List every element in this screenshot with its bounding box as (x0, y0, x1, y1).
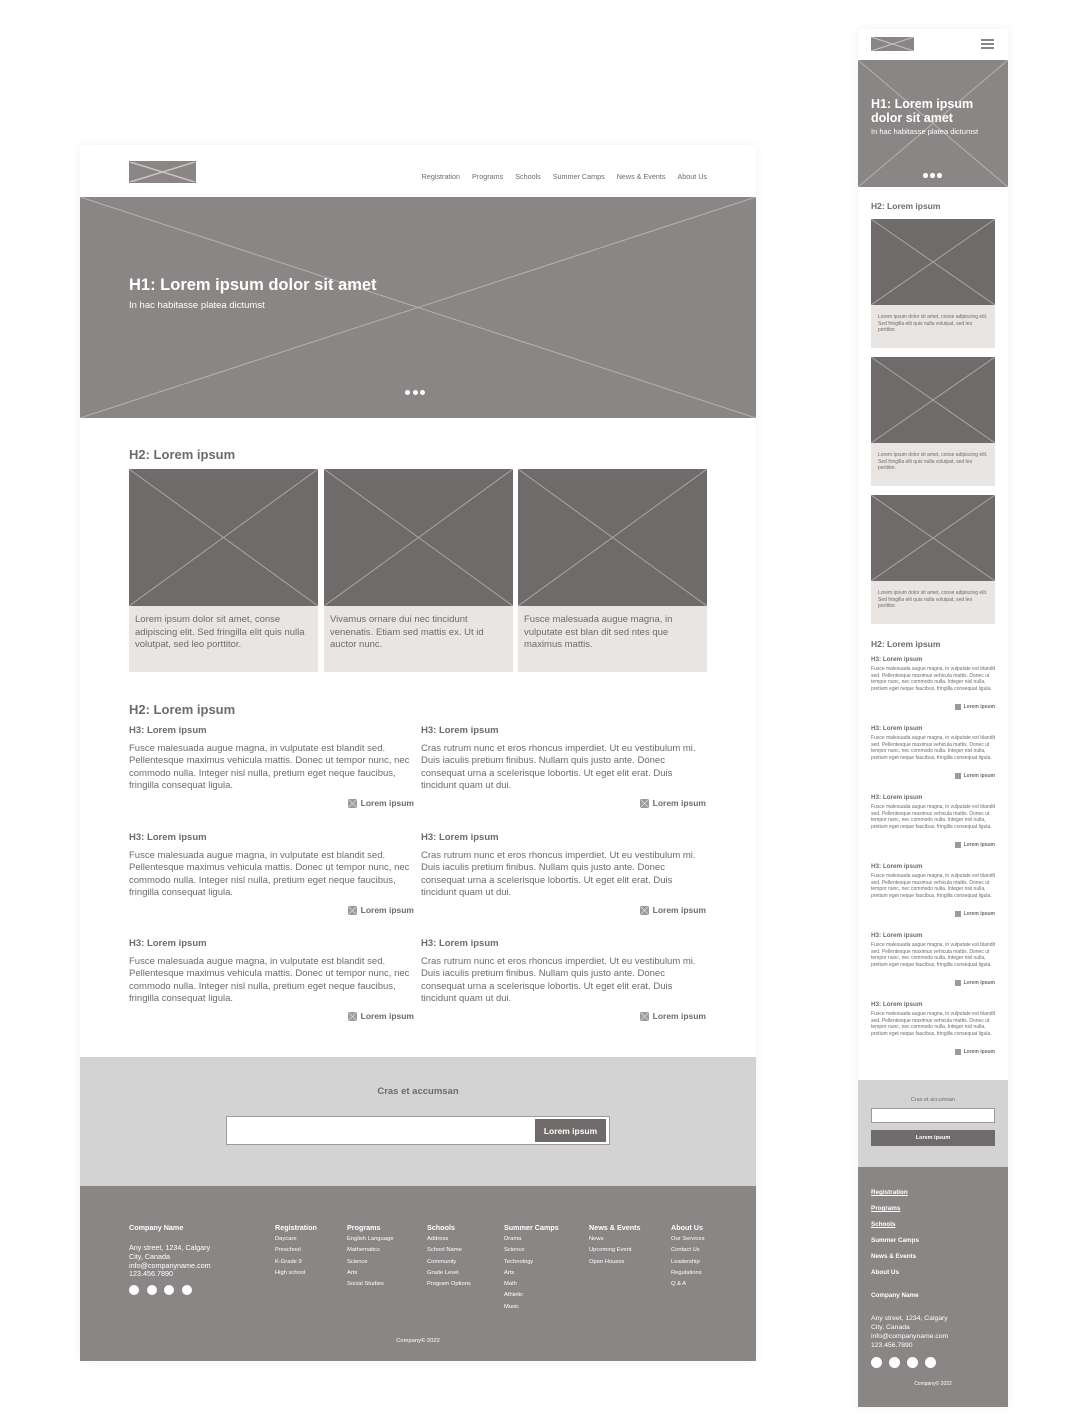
logo-placeholder-icon[interactable] (871, 37, 914, 51)
article-link-label: Lorem ipsum (360, 1011, 414, 1021)
article-text: Cras rutrum nunc et eros rhoncus imperdiet. Ut eu vestibulum mi. Duis iaculis pretium finibus. Nullam quis justo ante. Donec consequat urna a scelerisque lobortis. Ut eget elit erat. Duis tincidunt quam ut dui. (421, 743, 696, 792)
nav-item-schools[interactable]: Schools (515, 172, 541, 181)
feature-card[interactable] (871, 219, 995, 348)
article-link-label: Lorem ipsum (963, 1049, 995, 1055)
article-link[interactable] (955, 980, 995, 986)
address-line: Any street, 1234, Calgary (871, 1315, 948, 1322)
nav-item-summer-camps[interactable]: Summer Camps (552, 172, 605, 181)
article-link-label: Lorem ipsum (963, 704, 995, 710)
card-text: Fusce malesuada augue magna, in vulputate est blan dit sed ntes que maximus mattis. (524, 614, 673, 650)
address-email[interactable]: info@companyname.com (129, 1260, 211, 1270)
footer-link[interactable]: Preschool (275, 1247, 301, 1254)
section-title: H2: Lorem ipsum (129, 447, 236, 462)
footer-link[interactable]: Leadership (671, 1258, 700, 1265)
article (871, 1001, 995, 1061)
address-line: City, Canada (871, 1324, 910, 1331)
card-image-placeholder-icon (129, 469, 318, 606)
social-circle-icon[interactable] (164, 1285, 174, 1295)
article-link[interactable] (955, 1049, 995, 1055)
article-text: Fusce malesuada augue magna, in vulputate est blandit sed. Pellentesque maximus vehicula mattis. Donec ut tempor nunc, nec commodo nulla. Integer nisl nulla, pretium eget neque faucibus, fringilla consequat ligula. (871, 804, 995, 830)
article-title: H3: Lorem ipsum (871, 863, 923, 870)
social-circle-icon[interactable] (182, 1285, 192, 1295)
article-link[interactable] (955, 704, 995, 710)
article-link[interactable] (348, 798, 414, 808)
nav-item-programs[interactable]: Programs (472, 172, 504, 181)
article-link[interactable] (348, 905, 414, 915)
footer-column-title[interactable]: Registration (275, 1223, 317, 1232)
social-circle-icon[interactable] (129, 1285, 139, 1295)
article (129, 832, 414, 915)
footer-link[interactable]: Drama (504, 1236, 522, 1242)
feature-card[interactable] (324, 469, 513, 672)
footer-link[interactable]: English Language (347, 1236, 394, 1242)
article-text: Fusce malesuada augue magna, in vulputate est blandit sed. Pellentesque maximus vehicula mattis. Donec ut tempor nunc, nec commodo nulla. Integer nisl nulla, pretium eget neque faucibus, fringilla consequat ligula. (129, 850, 410, 899)
card-text: Vivamus ornare dui nec tincidunt venenatis. Etiam sed mattis ex. Ut id auctor nunc. (330, 614, 484, 650)
hero-subtitle: In hac habitasse platea dictumst (871, 127, 979, 136)
mobile-wireframe (858, 29, 1008, 1407)
footer-nav-schools[interactable]: Schools (871, 1221, 896, 1228)
social-circle-icon[interactable] (925, 1357, 936, 1368)
footer-column-programs (347, 1223, 393, 1290)
image-placeholder-icon (955, 980, 961, 986)
carousel-dot[interactable] (420, 390, 425, 395)
article-title: H3: Lorem ipsum (421, 938, 499, 949)
social-links (129, 1285, 192, 1295)
hamburger-menu-icon[interactable] (981, 39, 994, 49)
card-image-placeholder-icon (871, 357, 995, 443)
footer-link[interactable]: Technology (504, 1258, 534, 1265)
carousel-dot[interactable] (923, 173, 928, 178)
newsletter-section (858, 1080, 1008, 1167)
footer-company-name: Company Name (871, 1292, 919, 1299)
footer-link[interactable]: Program Options (427, 1281, 471, 1288)
footer-link[interactable]: Address (427, 1236, 449, 1242)
section-title: H2: Lorem ipsum (871, 639, 941, 649)
article-title: H3: Lorem ipsum (129, 832, 207, 843)
footer-link[interactable]: School Name (427, 1247, 462, 1254)
hero-banner (80, 197, 756, 418)
address-line: City, Canada (129, 1251, 171, 1261)
social-circle-icon[interactable] (147, 1285, 157, 1295)
article-text: Cras rutrum nunc et eros rhoncus imperdiet. Ut eu vestibulum mi. Duis iaculis pretium finibus. Nullam quis justo ante. Donec consequat urna a scelerisque lobortis. Ut eget elit erat. Duis tincidunt quam ut dui. (421, 850, 696, 899)
article-link[interactable] (640, 905, 706, 915)
article-title: H3: Lorem ipsum (129, 938, 207, 949)
newsletter-submit-button[interactable]: Lorem ipsum (871, 1130, 995, 1146)
hero-title: H1: Lorem ipsum dolor sit amet (129, 276, 377, 294)
article-title: H3: Lorem ipsum (871, 932, 923, 939)
article-link[interactable] (955, 773, 995, 779)
footer-column-news-events (589, 1223, 641, 1268)
article-text: Fusce malesuada augue magna, in vulputate est blandit sed. Pellentesque maximus vehicula mattis. Donec ut tempor nunc, nec commodo nulla. Integer nisl nulla, pretium eget neque faucibus, fringilla consequat ligula. (871, 666, 995, 692)
footer-link[interactable]: Contact Us (671, 1247, 700, 1254)
social-circle-icon[interactable] (889, 1357, 900, 1368)
article-link-label: Lorem ipsum (652, 798, 706, 808)
article-link-label: Lorem ipsum (963, 842, 995, 848)
image-placeholder-icon (640, 1012, 649, 1021)
card-text: Lorem ipsum dolor sit amet, conse adipiscing elit. Sed fringilla elit quis nulla volutpat, sed leo porttitor. (878, 314, 988, 334)
image-placeholder-icon (955, 773, 961, 779)
footer-column-about-us (671, 1223, 705, 1290)
footer-nav-programs[interactable]: Programs (871, 1205, 901, 1212)
image-placeholder-icon (955, 842, 961, 848)
image-placeholder-icon (348, 906, 357, 915)
footer-link[interactable]: News (589, 1236, 604, 1242)
feature-card[interactable] (871, 495, 995, 624)
article-title: H3: Lorem ipsum (421, 725, 499, 736)
footer (80, 1186, 756, 1361)
address-line: Any street, 1234, Calgary (129, 1243, 211, 1252)
feature-card[interactable] (871, 357, 995, 486)
card-text: Lorem ipsum dolor sit amet, conse adipiscing elit. Sed fringilla elit quis nulla volutpat, sed leo porttitor. (878, 590, 988, 610)
footer-column-title[interactable]: Programs (347, 1223, 381, 1232)
footer-address (871, 1314, 948, 1350)
article-link-label: Lorem ipsum (963, 911, 995, 917)
article (871, 932, 995, 992)
newsletter-title: Cras et accumsan (910, 1097, 956, 1103)
footer-nav-registration[interactable]: Registration (871, 1189, 908, 1196)
article-title: H3: Lorem ipsum (129, 725, 207, 736)
article-text: Cras rutrum nunc et eros rhoncus imperdiet. Ut eu vestibulum mi. Duis iaculis pretium finibus. Nullam quis justo ante. Donec consequat urna a scelerisque lobortis. Ut eget elit erat. Duis tincidunt quam ut dui. (421, 956, 696, 1005)
footer-link[interactable]: Science (504, 1247, 525, 1254)
footer-link[interactable]: Math (504, 1281, 517, 1288)
carousel-dot[interactable] (413, 390, 418, 395)
article (129, 725, 414, 808)
footer-nav-news-events[interactable]: News & Events (871, 1253, 917, 1260)
newsletter-submit-button[interactable]: Lorem ipsum (535, 1119, 606, 1142)
social-links (871, 1357, 936, 1368)
hero-subtitle: In hac habitasse platea dictumst (129, 300, 265, 311)
article (871, 863, 995, 923)
article-title: H3: Lorem ipsum (871, 1001, 923, 1008)
section-title: H2: Lorem ipsum (129, 702, 236, 717)
footer-column-title[interactable]: News & Events (589, 1223, 641, 1232)
article-text: Fusce malesuada augue magna, in vulputate est blandit sed. Pellentesque maximus vehicula mattis. Donec ut tempor nunc, nec commodo nulla. Integer nisl nulla, pretium eget neque faucibus, fringilla consequat ligula. (129, 956, 410, 1005)
article-text: Fusce malesuada augue magna, in vulputate est blandit sed. Pellentesque maximus vehicula mattis. Donec ut tempor nunc, nec commodo nulla. Integer nisl nulla, pretium eget neque faucibus, fringilla consequat ligula. (129, 743, 410, 792)
footer-column-schools (427, 1223, 471, 1290)
nav-item-about-us[interactable]: About Us (677, 172, 707, 181)
hero-title: H1: Lorem ipsum dolor sit amet (871, 97, 974, 125)
article-link-label: Lorem ipsum (652, 905, 706, 915)
footer-link[interactable]: K-Grade 9 (275, 1258, 302, 1265)
desktop-wireframe (80, 145, 756, 1361)
footer-link[interactable]: Grade Level (427, 1269, 459, 1276)
footer-link[interactable]: Arts (504, 1269, 515, 1276)
article-link-label: Lorem ipsum (963, 773, 995, 779)
address-email[interactable]: info@companyname.com (871, 1333, 949, 1340)
article-title: H3: Lorem ipsum (421, 832, 499, 843)
footer-link[interactable]: Our Services (671, 1236, 705, 1242)
nav-item-news-events[interactable]: News & Events (616, 172, 666, 181)
article-text: Fusce malesuada augue magna, in vulputate est blandit sed. Pellentesque maximus vehicula mattis. Donec ut tempor nunc, nec commodo nulla. Integer nisl nulla, pretium eget neque faucibus, fringilla consequat ligula. (871, 873, 995, 899)
section-title: H2: Lorem ipsum (871, 201, 941, 211)
article-text: Fusce malesuada augue magna, in vulputate est blandit sed. Pellentesque maximus vehicula mattis. Donec ut tempor nunc, nec commodo nulla. Integer nisl nulla, pretium eget neque faucibus, fringilla consequat ligula. (871, 1011, 995, 1037)
article (871, 656, 995, 716)
image-placeholder-icon (640, 906, 649, 915)
feature-card[interactable] (518, 469, 707, 672)
main-nav (422, 172, 707, 181)
card-text: Lorem ipsum dolor sit amet, conse adipiscing elit. Sed fringilla elit quis nulla volutpat, sed leo porttitor. (878, 452, 988, 472)
article-link-label: Lorem ipsum (360, 905, 414, 915)
footer-link[interactable]: Athletic (504, 1292, 524, 1299)
carousel-dots[interactable] (923, 173, 942, 178)
article-title: H3: Lorem ipsum (871, 725, 923, 732)
footer-link[interactable]: Community (427, 1258, 457, 1265)
newsletter-input[interactable] (871, 1108, 995, 1123)
image-placeholder-icon (955, 1049, 961, 1055)
hero-banner (858, 60, 1008, 187)
footer-link[interactable]: Open Houses (589, 1258, 625, 1265)
footer-link[interactable]: Q & A (671, 1281, 687, 1288)
article (129, 938, 414, 1021)
footer-nav-about-us[interactable]: About Us (871, 1269, 899, 1276)
footer-nav-summer-camps[interactable]: Summer Camps (871, 1237, 919, 1244)
footer-nav (871, 1185, 919, 1281)
nav-item-registration[interactable]: Registration (421, 172, 461, 181)
footer-link[interactable]: Science (347, 1258, 368, 1265)
social-circle-icon[interactable] (907, 1357, 918, 1368)
article (871, 725, 995, 785)
footer-link[interactable]: Mathematics (347, 1247, 380, 1254)
card-image-placeholder-icon (518, 469, 707, 606)
copyright: Company© 2022 (914, 1381, 952, 1387)
footer-link[interactable]: Music (504, 1303, 520, 1310)
image-placeholder-icon (955, 704, 961, 710)
article-title: H3: Lorem ipsum (871, 656, 923, 663)
footer-link[interactable]: Regulations (671, 1269, 702, 1276)
article-link-label: Lorem ipsum (963, 980, 995, 986)
image-placeholder-icon (348, 799, 357, 808)
feature-card[interactable] (129, 469, 318, 672)
article-link-label: Lorem ipsum (652, 1011, 706, 1021)
copyright: Company© 2022 (396, 1338, 440, 1344)
image-placeholder-icon (640, 799, 649, 808)
article (871, 794, 995, 854)
footer-column-summer-camps (504, 1223, 559, 1313)
image-placeholder-icon (348, 1012, 357, 1021)
carousel-dot[interactable] (930, 173, 935, 178)
newsletter-section (80, 1057, 756, 1186)
footer-link[interactable]: Upcoming Event (589, 1247, 632, 1254)
logo-placeholder-icon[interactable] (129, 161, 196, 183)
article (421, 725, 706, 808)
footer-link[interactable]: Social Studies (347, 1281, 384, 1288)
carousel-dots[interactable] (405, 390, 425, 395)
article-link[interactable] (348, 1011, 414, 1021)
carousel-dot[interactable] (937, 173, 942, 178)
social-circle-icon[interactable] (871, 1357, 882, 1368)
article-title: H3: Lorem ipsum (871, 794, 923, 801)
article-link[interactable] (955, 911, 995, 917)
article (421, 938, 706, 1021)
article-text: Fusce malesuada augue magna, in vulputate est blandit sed. Pellentesque maximus vehicula mattis. Donec ut tempor nunc, nec commodo nulla. Integer nisl nulla, pretium eget neque faucibus, fringilla consequat ligula. (871, 942, 995, 968)
footer-column-registration (275, 1223, 317, 1279)
card-image-placeholder-icon (871, 219, 995, 305)
footer-link[interactable]: Daycare (275, 1236, 297, 1242)
image-placeholder-icon (955, 911, 961, 917)
card-image-placeholder-icon (871, 495, 995, 581)
card-image-placeholder-icon (324, 469, 513, 606)
article-link[interactable] (640, 798, 706, 808)
footer-company-name: Company Name (129, 1223, 184, 1232)
card-text: Lorem ipsum dolor sit amet, conse adipiscing elit. Sed fringilla elit quis nulla volutpat, sed leo porttitor. (135, 614, 305, 650)
address-phone: 123.456.7890 (129, 1269, 173, 1279)
article-link[interactable] (640, 1011, 706, 1021)
footer-address (129, 1244, 211, 1279)
footer-column-title[interactable]: About Us (671, 1223, 703, 1232)
article (421, 832, 706, 915)
article-text: Fusce malesuada augue magna, in vulputate est blandit sed. Pellentesque maximus vehicula mattis. Donec ut tempor nunc, nec commodo nulla. Integer nisl nulla, pretium eget neque faucibus, fringilla consequat ligula. (871, 735, 995, 761)
carousel-dot[interactable] (405, 390, 410, 395)
article-link[interactable] (955, 842, 995, 848)
footer-column-title[interactable]: Schools (427, 1223, 455, 1232)
footer-link[interactable]: High school (275, 1269, 306, 1276)
footer (858, 1167, 1008, 1407)
address-phone: 123.456.7890 (871, 1342, 913, 1349)
footer-link[interactable]: Arts (347, 1269, 358, 1276)
article-link-label: Lorem ipsum (360, 798, 414, 808)
newsletter-title: Cras et accumsan (377, 1086, 459, 1097)
footer-column-title[interactable]: Summer Camps (504, 1223, 559, 1232)
